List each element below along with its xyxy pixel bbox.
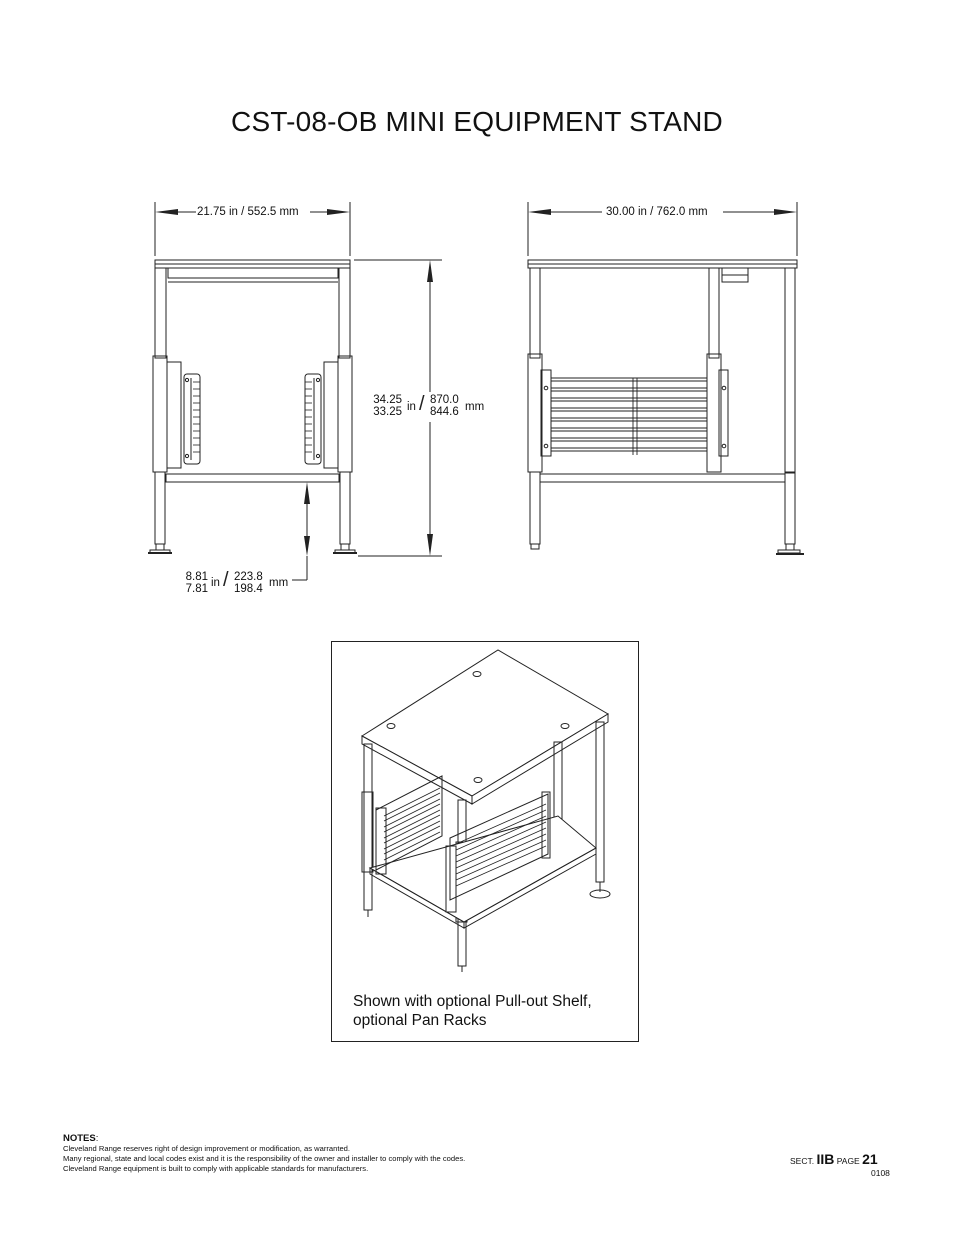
pan-rack-left bbox=[184, 374, 200, 464]
iso-caption-line-2: optional Pan Racks bbox=[353, 1012, 487, 1029]
height-mm-max: 870.0 bbox=[430, 394, 459, 406]
height-slash: / bbox=[419, 393, 425, 415]
sect-label: SECT. bbox=[790, 1156, 815, 1166]
page-title: CST-08-OB MINI EQUIPMENT STAND bbox=[231, 106, 723, 137]
section-page-label bbox=[790, 1151, 878, 1167]
clearance-in-unit: in bbox=[211, 577, 220, 589]
height-in-min: 33.25 bbox=[373, 406, 402, 418]
isometric-stand-drawing bbox=[332, 642, 638, 982]
front-width-label: 21.75 in / 552.5 mm bbox=[197, 206, 299, 218]
page-label: PAGE bbox=[836, 1156, 860, 1166]
height-mm-min: 844.6 bbox=[430, 406, 459, 418]
clearance-mm-unit: mm bbox=[269, 577, 289, 589]
clearance-mm-values bbox=[234, 571, 263, 595]
clearance-mm-max: 223.8 bbox=[234, 571, 263, 583]
iso-caption-line-1: Shown with optional Pull-out Shelf, bbox=[353, 993, 592, 1010]
pan-rack-rails bbox=[551, 378, 707, 455]
clearance-in-max: 8.81 bbox=[185, 571, 208, 583]
notes-heading-colon: : bbox=[95, 1133, 99, 1144]
sect-value: IIB bbox=[816, 1151, 835, 1167]
iso-caption bbox=[353, 992, 592, 1030]
page-number: 21 bbox=[862, 1151, 878, 1167]
pan-rack-right bbox=[305, 374, 321, 464]
notes-heading-text: NOTES bbox=[63, 1133, 96, 1144]
clearance-in-min: 7.81 bbox=[185, 583, 208, 595]
document-code: 0108 bbox=[871, 1168, 890, 1178]
height-in-unit: in bbox=[407, 401, 416, 413]
side-view bbox=[528, 202, 804, 554]
notes-line-2: Many regional, state and local codes exist and it is the responsibility of the owner and installer to comply with the codes. bbox=[63, 1154, 466, 1163]
height-inch-values bbox=[362, 394, 402, 418]
notes-block bbox=[63, 1134, 465, 1174]
clearance-slash: / bbox=[223, 569, 229, 591]
notes-line-3: Cleveland Range equipment is built to comply with applicable standards for manufacturers. bbox=[63, 1164, 369, 1173]
front-view bbox=[148, 202, 442, 580]
clearance-inch-values bbox=[170, 571, 208, 595]
height-mm-values bbox=[430, 394, 459, 418]
height-mm-unit: mm bbox=[465, 401, 485, 413]
notes-line-1: Cleveland Range reserves right of design improvement or modification, as warranted. bbox=[63, 1144, 351, 1153]
isometric-view-box bbox=[331, 641, 639, 1042]
notes-heading bbox=[63, 1134, 465, 1144]
clearance-mm-min: 198.4 bbox=[234, 583, 263, 595]
side-width-label: 30.00 in / 762.0 mm bbox=[606, 206, 708, 218]
height-in-max: 34.25 bbox=[373, 394, 402, 406]
